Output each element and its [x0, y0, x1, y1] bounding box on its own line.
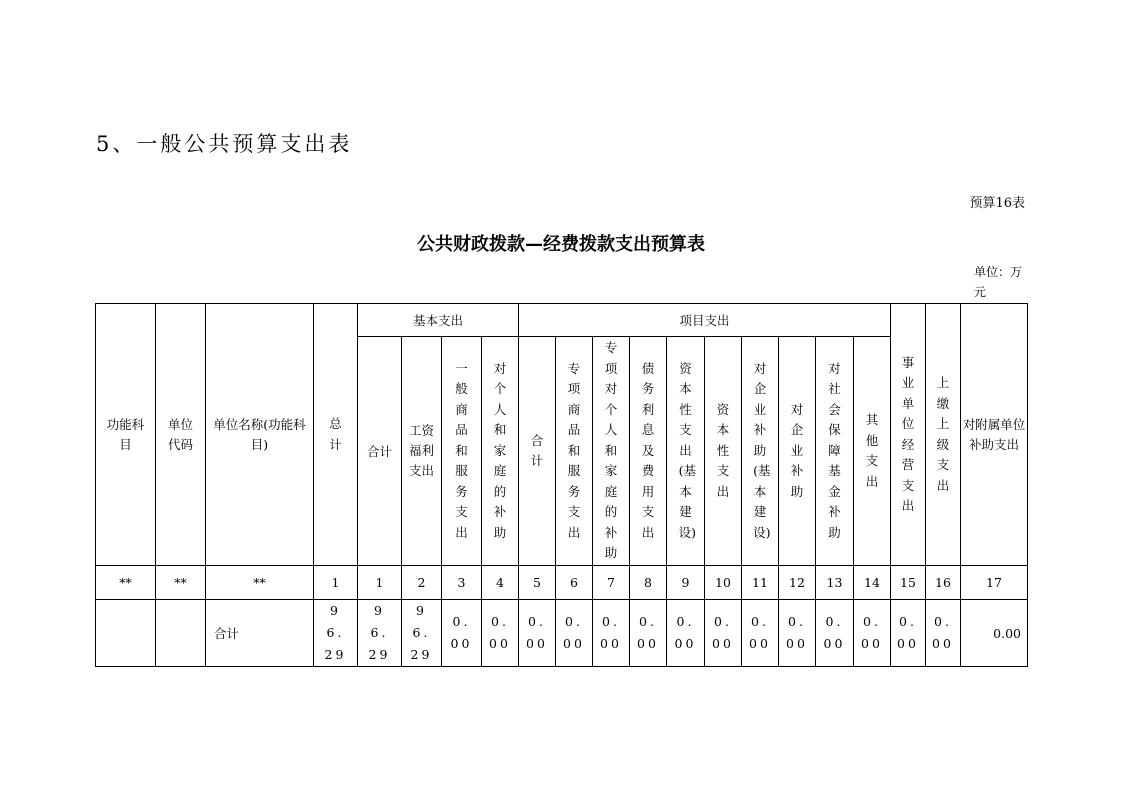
index-cell: 1: [358, 566, 402, 600]
total-value: 0.00: [961, 600, 1028, 667]
header-proj-goods: 专项商品和服务支出: [556, 337, 593, 566]
header-business: 事业单位经营支出: [891, 304, 926, 566]
total-value: 0.00: [854, 600, 891, 667]
header-other: 其他支出: [854, 337, 891, 566]
total-value: 96.29: [358, 600, 402, 667]
index-cell: 12: [779, 566, 816, 600]
total-row-label: 合计: [206, 600, 314, 667]
header-upper: 上缴上级支出: [926, 304, 961, 566]
total-value: 96.29: [402, 600, 442, 667]
total-value: 0.00: [816, 600, 854, 667]
header-capital: 资本性支出: [705, 337, 742, 566]
index-cell: 17: [961, 566, 1028, 600]
total-cell-empty: [96, 600, 156, 667]
header-personal: 对个人和家庭的补助: [482, 337, 519, 566]
index-cell: 16: [926, 566, 961, 600]
header-social: 对社会保障基金补助: [816, 337, 854, 566]
index-cell: **: [96, 566, 156, 600]
index-cell: 13: [816, 566, 854, 600]
index-cell: 8: [630, 566, 667, 600]
header-enterprise-basic: 对企业补助(基本建设): [742, 337, 779, 566]
total-value: 0.00: [891, 600, 926, 667]
index-cell: 14: [854, 566, 891, 600]
total-value: 0.00: [482, 600, 519, 667]
header-goods: 一般商品和服务支出: [442, 337, 482, 566]
index-cell: **: [156, 566, 206, 600]
budget-table: [95, 303, 1028, 667]
total-cell-empty: [156, 600, 206, 667]
total-value: 0.00: [593, 600, 630, 667]
total-value: 0.00: [667, 600, 705, 667]
index-cell: 6: [556, 566, 593, 600]
total-value: 0.00: [705, 600, 742, 667]
total-value: 0.00: [519, 600, 556, 667]
index-cell: 3: [442, 566, 482, 600]
total-value: 0.00: [926, 600, 961, 667]
header-proj-personal: 专项对个人和家庭的补助: [593, 337, 630, 566]
page-title: 公共财政拨款—经费拨款支出预算表: [417, 234, 705, 255]
total-value: 0.00: [742, 600, 779, 667]
unit-label: 单位：万元: [974, 265, 1023, 299]
header-func-subject: 功能科目: [96, 304, 156, 566]
index-cell: 7: [593, 566, 630, 600]
index-cell: 2: [402, 566, 442, 600]
header-total: 总计: [314, 304, 358, 566]
header-basic-group: 基本支出: [358, 304, 519, 337]
header-proj-total: 合计: [519, 337, 556, 566]
index-cell: 4: [482, 566, 519, 600]
header-basic-total: 合计: [358, 337, 402, 566]
header-project-group: 项目支出: [519, 304, 891, 337]
total-value: 0.00: [556, 600, 593, 667]
total-value: 0.00: [442, 600, 482, 667]
header-debt: 债务利息及费用支出: [630, 337, 667, 566]
total-value: 0.00: [630, 600, 667, 667]
index-cell: 9: [667, 566, 705, 600]
table-row: [96, 600, 1028, 667]
header-enterprise: 对企业补助: [779, 337, 816, 566]
index-cell: 1: [314, 566, 358, 600]
header-wages: 工资福利支出: [402, 337, 442, 566]
index-cell: 15: [891, 566, 926, 600]
index-cell: 5: [519, 566, 556, 600]
total-value: 0.00: [779, 600, 816, 667]
index-cell: **: [206, 566, 314, 600]
header-unit-name: 单位名称(功能科目): [206, 304, 314, 566]
header-capital-basic: 资本性支出(基本建设): [667, 337, 705, 566]
table-number: 预算16表: [969, 196, 1025, 211]
index-cell: 11: [742, 566, 779, 600]
section-title: 5、一般公共预算支出表: [96, 132, 353, 156]
header-unit-code: 单位代码: [156, 304, 206, 566]
header-affiliated: 对附属单位补助支出: [961, 304, 1028, 566]
index-cell: 10: [705, 566, 742, 600]
total-value: 96.29: [314, 600, 358, 667]
